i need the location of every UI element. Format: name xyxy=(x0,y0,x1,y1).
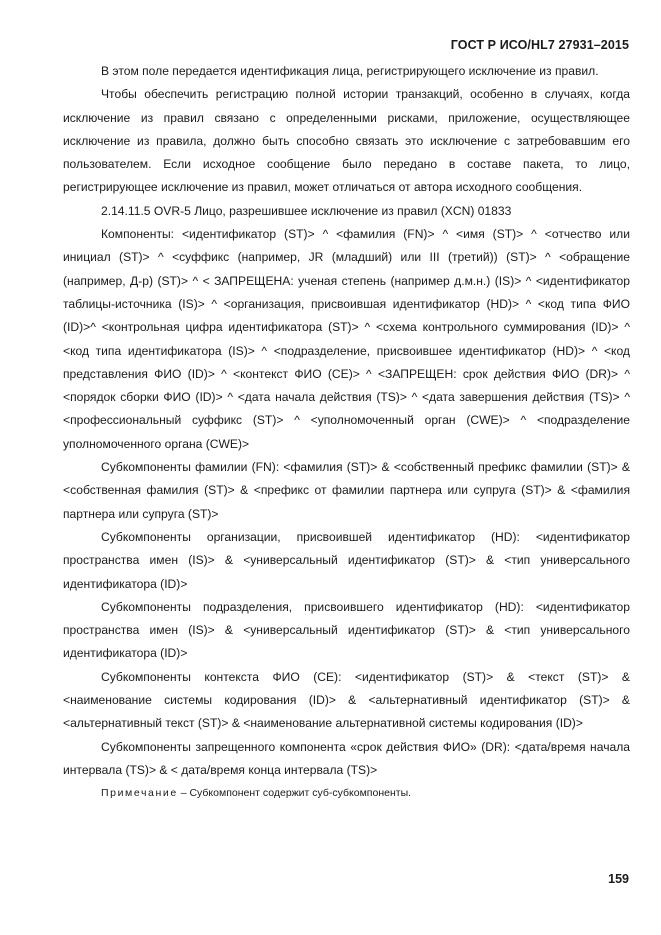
note-text: – Субкомпонент содержит суб-субкомпоненты. xyxy=(177,787,412,800)
paragraph-hd-org-subcomponents: Субкомпоненты организации, присвоившей идентификатор (HD): <идентификатор пространства имен (IS)> & <универсальный идентификатор (ST)> & <тип универсального идентификатора (ID)> xyxy=(63,529,630,591)
paragraph-dr-subcomponents: Субкомпоненты запрещенного компонента «срок действия ФИО» (DR): <дата/время начала интервала (TS)> & < дата/время конца интервала (TS)> xyxy=(63,739,630,777)
note xyxy=(63,782,630,805)
note-label: Примечание xyxy=(101,787,178,800)
paragraph-history-note: Чтобы обеспечить регистрацию полной истории транзакций, особенно в случаях, когда исключение из правил связано с определенными рисками, приложение, осуществляющее исключение из правила, должно быть способно связать это исключение с затребовавшим его пользователем. Если исходное сообщение было передано в составе пакета, то лицо, регистрирующее исключение из правил, может отличаться от автора исходного сообщения. xyxy=(63,87,630,195)
paragraph-components: Компоненты: <идентификатор (ST)> ^ <фамилия (FN)> ^ <имя (ST)> ^ <отчество или инициал (ST)> ^ <суффикс (например, JR (младший) или III (третий)) (ST)> ^ <обращение (например, Д-р) (ST)> ^ < ЗАПРЕЩЕНА: ученая степень (например д.м.н.) (IS)> ^ <идентификатор таблицы-источника (IS)> ^ <организация, присвоившая идентификатор (HD)> ^ <код типа ФИО (ID)>^ <контрольная цифра идентификатора (ST)> ^ <схема контрольного суммирования (ID)> ^ <код типа идентификатора (IS)> ^ <подразделение, присвоившее идентификатор (HD)> ^ <код представления ФИО (ID)> ^ <контекст ФИО (CE)> ^ <ЗАПРЕЩЕН: срок действия ФИО (DR)> ^ <порядок сборки ФИО (ID)> ^ <дата начала действия (TS)> ^ <дата завершения действия (TS)> ^ <профессиональный суффикс (ST)> ^ <уполномоченный орган (CWE)> ^ <подразделение уполномоченного органа (CWE)> xyxy=(63,227,630,451)
paragraph-hd-dept-subcomponents: Субкомпоненты подразделения, присвоившего идентификатор (HD): <идентификатор пространства имен (IS)> & <универсальный идентификатор (ST)> & <тип универсального идентификатора (ID)> xyxy=(63,599,630,661)
page-number: 159 xyxy=(608,872,629,886)
section-heading: 2.14.11.5 OVR-5 Лицо, разрешившее исключение из правил (XCN) 01833 xyxy=(101,203,512,218)
paragraph-field-description: В этом поле передается идентификация лица, регистрирующего исключение из правил. xyxy=(101,64,599,78)
paragraph-fn-subcomponents: Субкомпоненты фамилии (FN): <фамилия (ST)> & <собственный префикс фамилии (ST)> & <собственная фамилия (ST)> & <префикс от фамилии партнера или супруга (ST)> & <фамилия партнера или супруга (ST)> xyxy=(63,460,630,521)
standard-header: ГОСТ Р ИСО/HL7 27931–2015 xyxy=(450,38,629,52)
paragraph-ce-subcomponents: Субкомпоненты контекста ФИО (CE): <идентификатор (ST)> & <текст (ST)> & <наименование системы кодирования (ID)> & <альтернативный идентификатор (ST)> & <альтернативный текст (ST)> & <наименование альтернативной системы кодирования (ID)> xyxy=(63,669,630,731)
body-text xyxy=(63,60,630,806)
